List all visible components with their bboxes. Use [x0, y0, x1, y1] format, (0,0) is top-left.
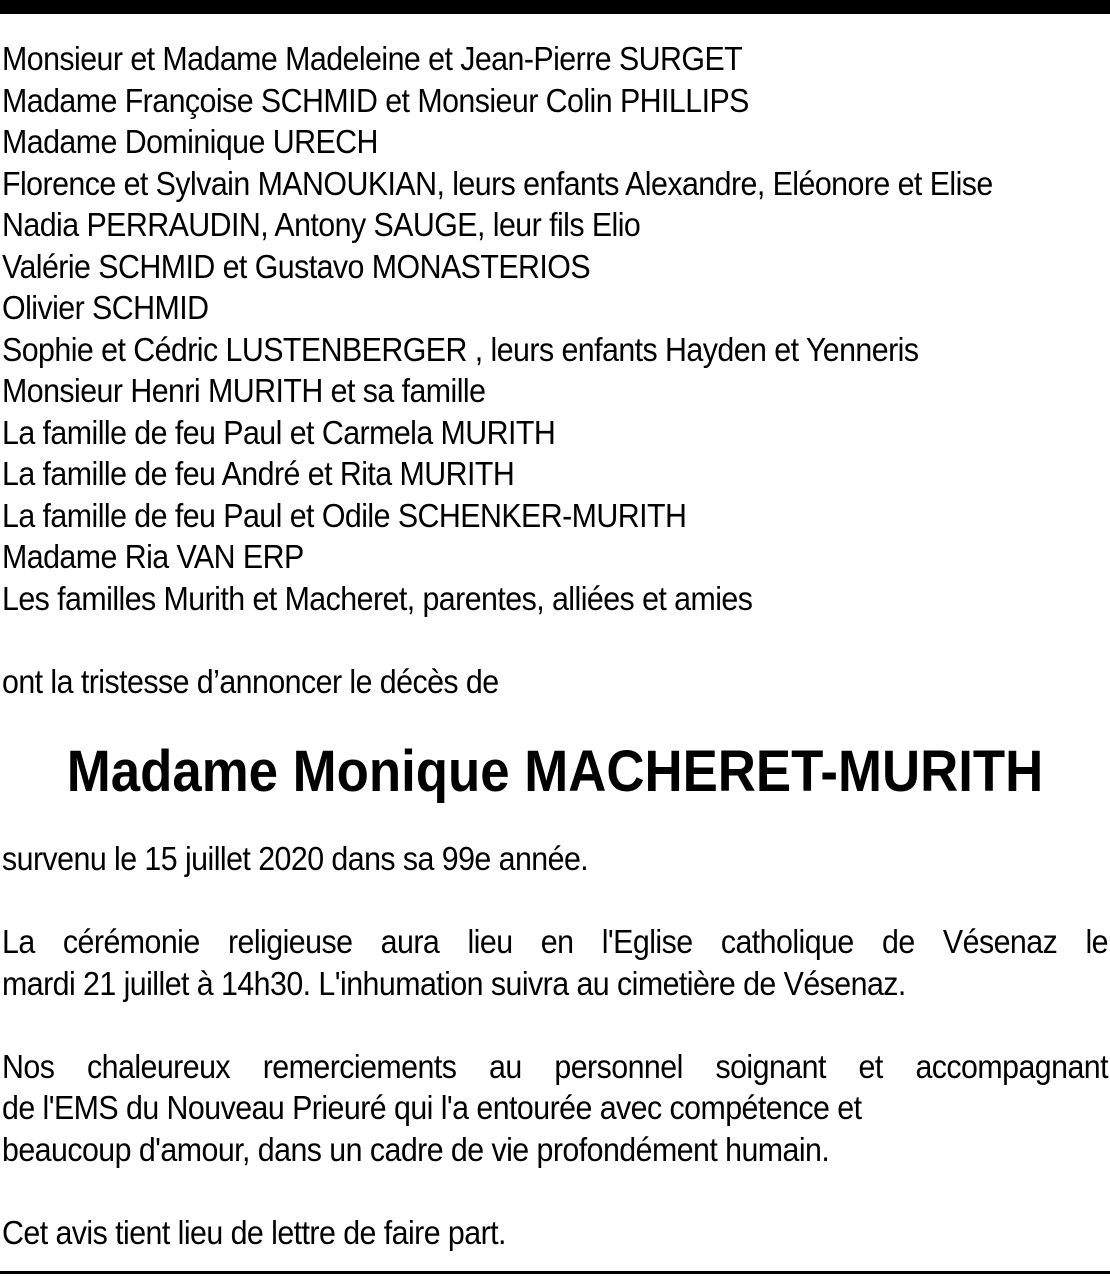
family-line: Monsieur Henri MURITH et sa famille	[2, 372, 486, 409]
ceremony-line: La cérémonie religieuse aura lieu en l'Eglise catholique de Vésenaz le	[2, 923, 1108, 960]
family-line: Nadia PERRAUDIN, Antony SAUGE, leur fils Elio	[2, 206, 641, 243]
family-list	[2, 38, 1108, 619]
family-line: Madame Françoise SCHMID et Monsieur Colin PHILLIPS	[2, 81, 749, 119]
ceremony-line: mardi 21 juillet à 14h30. L'inhumation suivra au cimetière de Vésenaz.	[2, 964, 906, 1002]
family-line: La famille de feu Paul et Odile SCHENKER-MURITH	[2, 496, 687, 534]
family-line: Madame Ria VAN ERP	[2, 538, 304, 575]
family-line: Madame Dominique URECH	[2, 123, 378, 160]
family-line: Monsieur et Madame Madeleine et Jean-Pierre SURGET	[2, 40, 743, 77]
top-rule	[0, 0, 1110, 14]
thanks-line: beaucoup d'amour, dans un cadre de vie profondément humain.	[2, 1130, 830, 1168]
thanks-paragraph	[2, 1046, 1108, 1171]
family-line: Olivier SCHMID	[2, 289, 209, 326]
deceased-name: Madame Monique MACHERET-MURITH	[66, 739, 1044, 804]
death-details: survenu le 15 juillet 2020 dans sa 99e année.	[2, 840, 589, 877]
family-line: Les familles Murith et Macheret, parentes, alliées et amies	[2, 579, 753, 617]
thanks-line: Nos chaleureux remerciements au personnel soignant et accompagnant	[2, 1047, 1108, 1085]
announcement-text: ont la tristesse d’annoncer le décès de	[2, 662, 499, 700]
family-line: La famille de feu Paul et Carmela MURITH	[2, 413, 556, 451]
closing-text: Cet avis tient lieu de lettre de faire part.	[2, 1213, 506, 1251]
family-line: Valérie SCHMID et Gustavo MONASTERIOS	[2, 247, 591, 285]
bottom-rule	[0, 1271, 1110, 1274]
family-line: Sophie et Cédric LUSTENBERGER , leurs enfants Hayden et Yenneris	[2, 330, 919, 368]
family-line: Florence et Sylvain MANOUKIAN, leurs enfants Alexandre, Eléonore et Elise	[2, 164, 993, 202]
obituary-notice	[2, 38, 1108, 1253]
thanks-line: de l'EMS du Nouveau Prieuré qui l'a entourée avec compétence et	[2, 1089, 862, 1126]
family-line: La famille de feu André et Rita MURITH	[2, 455, 515, 492]
ceremony-paragraph	[2, 921, 1108, 1004]
